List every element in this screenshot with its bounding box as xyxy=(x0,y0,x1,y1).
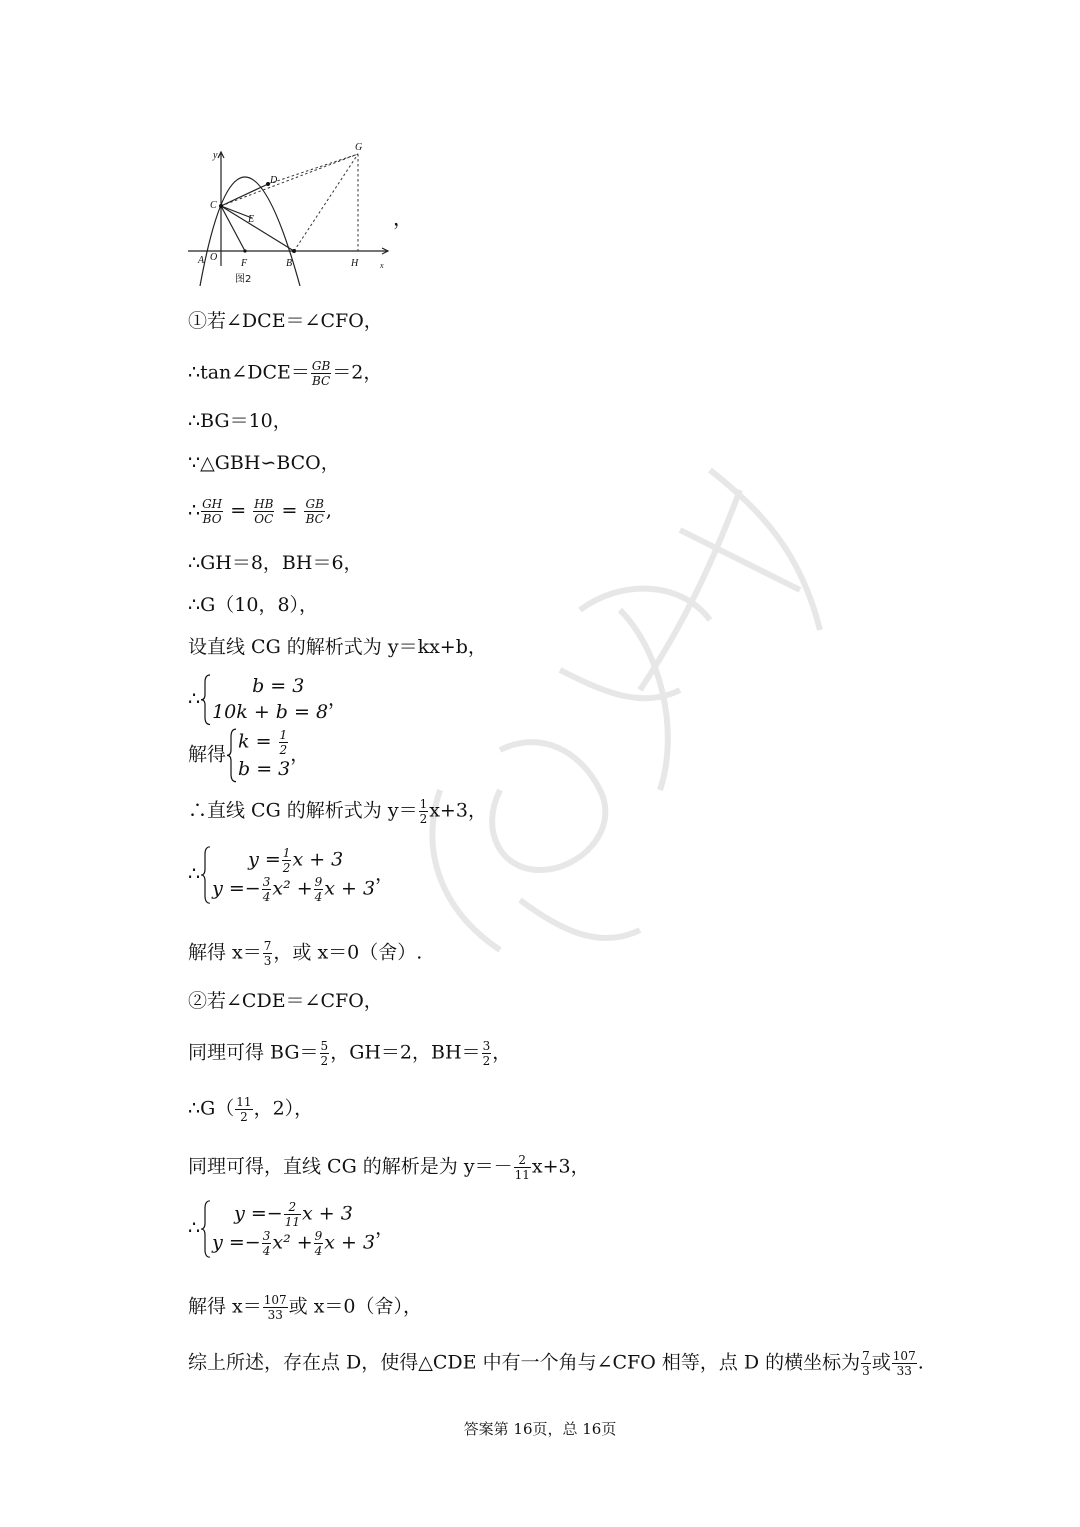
label-G: G xyxy=(355,142,363,153)
equation-system-2: y = $\frac{1}{2}$ x + 3 y =− $\frac{3}{4}$ x² + $\frac{9}{4}$ x + 3 xyxy=(200,846,375,904)
point-B xyxy=(292,249,296,253)
bg-value-line: ∴BG＝10， xyxy=(188,410,292,432)
case-2-values-line: 同理可得 BG＝ $\frac{5}{2}$ ，GH＝2，BH＝ $\frac{3}{2}$ ， xyxy=(188,1039,512,1068)
dashed-BG xyxy=(294,154,358,251)
brace-icon xyxy=(226,728,238,783)
equation-system-1: b = 3 10k + b = 8 xyxy=(200,674,328,726)
conclusion-line: 综上所述，存在点 D，使得△CDE 中有一个角与∠CFO 相等，点 D 的横坐标为 $\frac{7}{3}$ 或 $\frac{107}{33}$ . xyxy=(188,1349,924,1378)
solve-3-line: 解得 x＝ $\frac{107}{33}$ 或 x＝0（舍）， xyxy=(188,1293,423,1322)
label-D: D xyxy=(270,175,278,186)
dashed-DG xyxy=(268,154,358,184)
segment-CD xyxy=(221,184,268,206)
set-line-cg: 设直线 CG 的解析式为 y＝kx+b， xyxy=(188,636,487,658)
dashed-CG xyxy=(221,154,358,206)
solve-1-line: 解得 k = $\frac{1}{2}$ b = 3 ， xyxy=(188,728,309,783)
watermark-seal xyxy=(380,430,880,990)
label-y: y xyxy=(213,150,218,161)
label-B: B xyxy=(286,258,293,269)
system-3-line: ∴ y =− $\frac{2}{11}$ x + 3 y =− $\frac{3}{4}$ x² + $\frac{9}{4}$ x + 3 ， xyxy=(188,1200,395,1258)
figure-caption: 图2 xyxy=(235,274,252,285)
brace-icon xyxy=(200,1200,212,1258)
tan-dce-line: ∴tan∠DCE＝ $\frac{GB}{BC}$ ＝2， xyxy=(188,359,383,388)
fraction-one-half: $\frac{1}{2}$ xyxy=(279,728,288,757)
point-F xyxy=(243,249,246,252)
case-1-heading: ①若∠DCE＝∠CFO， xyxy=(188,310,383,332)
fraction-gb-bc: $\frac{GB}{BC}$ xyxy=(311,359,331,388)
point-g-case-2-line: ∴G（ $\frac{11}{2}$ ，2）， xyxy=(188,1095,314,1124)
system-1-line: ∴ b = 3 10k + b = 8 ， xyxy=(188,674,347,726)
line-cg-case-2-line: 同理可得，直线 CG 的解析是为 y＝－ $\frac{2}{11}$ x+3， xyxy=(188,1153,590,1182)
similar-triangles-line: ∵△GBH∽BCO， xyxy=(188,452,340,474)
gh-bh-line: ∴GH＝8，BH＝6， xyxy=(188,552,363,574)
geometry-figure xyxy=(180,138,412,288)
fraction-hb-oc: $\frac{HB}{OC}$ xyxy=(254,497,274,526)
segment-CB xyxy=(221,206,294,251)
fraction-gh-bo: $\frac{GH}{BO}$ xyxy=(202,497,223,526)
label-F: F xyxy=(241,258,248,269)
label-A: A xyxy=(198,255,205,266)
parabola-curve xyxy=(200,177,300,286)
figure-comma: ， xyxy=(393,206,413,230)
brace-icon xyxy=(200,846,212,904)
point-C xyxy=(219,204,223,208)
page-footer: 答案第 16页，总 16页 xyxy=(463,1420,617,1438)
label-O: O xyxy=(210,252,218,263)
fraction-one-half-2: $\frac{1}{2}$ xyxy=(419,797,428,826)
label-x: x xyxy=(380,261,384,270)
solve-2-line: 解得 x＝ $\frac{7}{3}$ ，或 x＝0（舍）. xyxy=(188,939,423,968)
system-2-line: ∴ y = $\frac{1}{2}$ x + 3 y =− $\frac{3}{4}$ x² + $\frac{9}{4}$ x + 3 ， xyxy=(188,846,395,904)
ratio-line: ∴ $\frac{GH}{BO}$ = $\frac{HB}{OC}$ = $\frac{GB}{BC}$ , xyxy=(188,497,332,526)
solution-system-1: k = $\frac{1}{2}$ b = 3 xyxy=(226,728,290,783)
brace-icon xyxy=(200,674,212,726)
point-g-line: ∴G（10，8）， xyxy=(188,594,319,616)
case-2-heading: ②若∠CDE＝∠CFO， xyxy=(188,990,383,1012)
line-cg-expression: ∴直线 CG 的解析式为 y＝ $\frac{1}{2}$ x+3， xyxy=(188,797,487,826)
fraction-gb-bc-2: $\frac{GB}{BC}$ xyxy=(305,497,324,526)
equation-system-3: y =− $\frac{2}{11}$ x + 3 y =− $\frac{3}{4}$ x² + $\frac{9}{4}$ x + 3 xyxy=(200,1200,375,1258)
label-H: H xyxy=(351,258,359,269)
label-C: C xyxy=(210,200,217,211)
label-E: E xyxy=(248,214,255,225)
